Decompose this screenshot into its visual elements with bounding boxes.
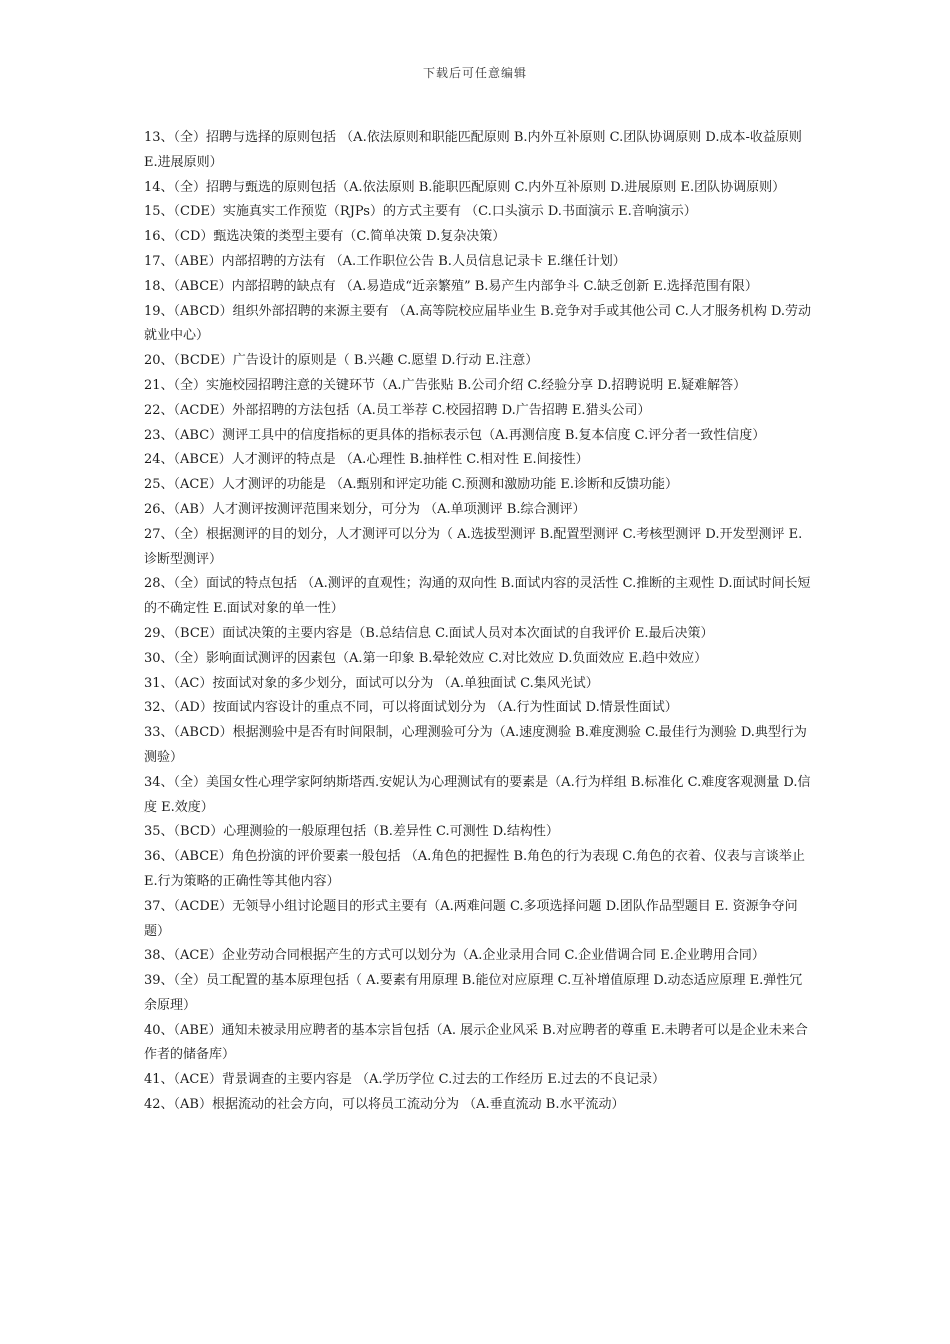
question-item: 35、（BCD）心理测验的一般原理包括（B.差异性 C.可测性 D.结构性） — [144, 824, 559, 840]
question-item: 27、（全）根据测评的目的划分，人才测评可以分为（ A.选拔型测评 B.配置型测评 C.考核型测评 D.开发型测评 E.诊断型测评） — [144, 526, 803, 567]
question-item: 24、（ABCE）人才测评的特点是 （A.心理性 B.抽样性 C.相对性 E.间接性） — [144, 452, 589, 468]
question-item: 13、（全）招聘与选择的原则包括 （A.依法原则和职能匹配原则 B.内外互补原则 C.团队协调原则 D.成本-收益原则 E.进展原则） — [144, 130, 802, 170]
question-item: 31、（AC）按面试对象的多少划分，面试可以分为 （A.单独面试 C.集风光试） — [144, 675, 599, 691]
page-header: 下载后可任意编辑 — [422, 66, 527, 80]
question-item: 19、（ABCD）组织外部招聘的来源主要有 （A.高等院校应届毕业生 B.竞争对手或其他公司 C.人才服务机构 D.劳动就业中心） — [144, 303, 812, 344]
question-item: 15、（CDE）实施真实工作预览（RJPs）的方式主要有 （C.口头演示 D.书面演示 E.音响演示） — [144, 204, 697, 220]
question-item: 40、（ABE）通知未被录用应聘者的基本宗旨包括（A. 展示企业风采 B.对应聘者的尊重 E.未聘者可以是企业未来合作者的储备库） — [144, 1022, 808, 1063]
question-item: 32、（AD）按面试内容设计的重点不同，可以将面试划分为 （A.行为性面试 D.情景性面试） — [144, 700, 678, 716]
question-item: 25、（ACE）人才测评的功能是 （A.甄别和评定功能 C.预测和激励功能 E.诊断和反馈功能） — [144, 477, 679, 493]
question-item: 30、（全）影响面试测评的因素包（A.第一印象 B.晕轮效应 C.对比效应 D.负面效应 E.趋中效应） — [144, 650, 708, 666]
question-item: 21、（全）实施校园招聘注意的关键环节（A.广告张贴 B.公司介绍 C.经验分享 D.招聘说明 E.疑难解答） — [144, 377, 747, 393]
question-list — [144, 126, 814, 1118]
question-item: 34、（全）美国女性心理学家阿纳斯塔西.安妮认为心理测试有的要素是（A.行为样组 B.标准化 C.难度客观测量 D.信度 E.效度） — [144, 774, 811, 815]
question-item: 42、（AB）根据流动的社会方向，可以将员工流动分为 （A.垂直流动 B.水平流动） — [144, 1097, 625, 1113]
question-item: 26、（AB）人才测评按测评范围来划分，可分为 （A.单项测评 B.综合测评） — [144, 501, 586, 517]
question-item: 14、（全）招聘与甄选的原则包括（A.依法原则 B.能职匹配原则 C.内外互补原则 D.进展原则 E.团队协调原则） — [144, 179, 786, 195]
question-item: 17、（ABE）内部招聘的方法有 （A.工作职位公告 B.人员信息记录卡 E.继任计划） — [144, 253, 626, 269]
question-item: 37、（ACDE）无领导小组讨论题目的形式主要有（A.两难问题 C.多项选择问题 D.团队作品型题目 E. 资源争夺问题） — [144, 898, 798, 939]
question-item: 16、（CD）甄选决策的类型主要有（C.简单决策 D.复杂决策） — [144, 229, 506, 245]
question-item: 33、（ABCD）根据测验中是否有时间限制，心理测验可分为（A.速度测验 B.难度测验 C.最佳行为测验 D.典型行为测验） — [144, 725, 807, 765]
question-item: 23、（ABC）测评工具中的信度指标的更具体的指标表示包（A.再测信度 B.复本信度 C.评分者一致性信度） — [144, 427, 766, 443]
question-item: 41、（ACE）背景调查的主要内容是 （A.学历学位 C.过去的工作经历 E.过去的不良记录） — [144, 1072, 666, 1088]
question-item: 20、（BCDE）广告设计的原则是（ B.兴趣 C.愿望 D.行动 E.注意） — [144, 353, 539, 369]
question-item: 28、（全）面试的特点包括 （A.测评的直观性；沟通的双向性 B.面试内容的灵活性 C.推断的主观性 D.面试时间长短的不确定性 E.面试对象的单一性） — [144, 576, 811, 617]
question-item: 18、（ABCE）内部招聘的缺点有 （A.易造成“近亲繁殖” B.易产生内部争斗 C.缺乏创新 E.选择范围有限） — [144, 278, 758, 294]
question-item: 36、（ABCE）角色扮演的评价要素一般包括 （A.角色的把握性 B.角色的行为表现 C.角色的衣着、仪表与言谈举止 E.行为策略的正确性等其他内容） — [144, 849, 805, 889]
question-item: 39、（全）员工配置的基本原理包括（ A.要素有用原理 B.能位对应原理 C.互补增值原理 D.动态适应原理 E.弹性冗余原理） — [144, 973, 803, 1013]
question-item: 38、（ACE）企业劳动合同根据产生的方式可以划分为（A.企业录用合同 C.企业借调合同 E.企业聘用合同） — [144, 948, 765, 964]
question-item: 29、（BCE）面试决策的主要内容是（B.总结信息 C.面试人员对本次面试的自我评价 E.最后决策） — [144, 625, 714, 641]
question-item: 22、（ACDE）外部招聘的方法包括（A.员工举荐 C.校园招聘 D.广告招聘 E.猎头公司） — [144, 402, 651, 418]
